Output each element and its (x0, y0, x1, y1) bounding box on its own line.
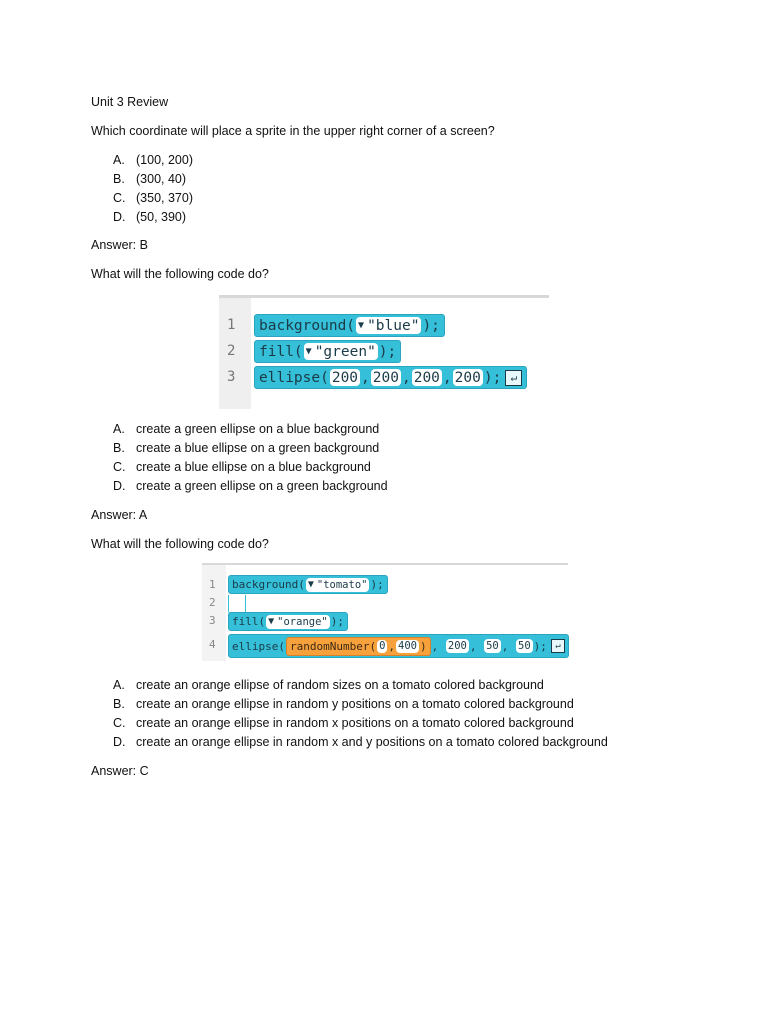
string-slot: ▼ "orange" (268, 615, 328, 628)
question-3-options (113, 677, 608, 753)
code-screenshot-2 (202, 563, 568, 663)
line-number: 1 (209, 578, 216, 591)
code-block-fill: fill( ▼ "green" ); (254, 340, 401, 363)
question-3-answer: Answer: C (91, 764, 149, 778)
number-slot: 200 (372, 369, 399, 386)
option-item: C. create a blue ellipse on a blue background (113, 460, 371, 474)
enter-key-icon: ↵ (505, 370, 522, 386)
line-number: 2 (209, 596, 216, 609)
option-item: A. create an orange ellipse of random sizes on a tomato colored background (113, 678, 544, 692)
dropdown-arrow-icon: ▼ (305, 346, 312, 357)
question-2-answer: Answer: A (91, 508, 148, 522)
line-number: 2 (227, 343, 236, 359)
string-slot: ▼ "green" (305, 343, 376, 360)
question-3-prompt: What will the following code do? (91, 537, 269, 551)
option-item: B. (300, 40) (113, 172, 187, 186)
string-slot: ▼ "tomato" (307, 578, 368, 591)
code-block-ellipse: ellipse( 200 , 200 , 200 , 200 ); ↵ (254, 366, 527, 389)
number-slot: 50 (486, 640, 499, 652)
question-2-options (113, 421, 388, 497)
option-item: D. create an orange ellipse in random x and y positions on a tomato colored background (113, 735, 608, 749)
dropdown-arrow-icon: ▼ (358, 320, 365, 331)
number-slot: 200 (454, 369, 481, 386)
code-block-ellipse: ellipse( randomNumber( 0 , 400 ) , 200 , 50 , 50 ); ↵ (228, 634, 569, 658)
code-block-background: background( ▼ "tomato" ); (228, 575, 388, 594)
option-item: A. (100, 200) (113, 153, 193, 167)
question-1-answer: Answer: B (91, 238, 148, 252)
option-item: C. create an orange ellipse in random x positions on a tomato colored background (113, 716, 574, 730)
option-item: A. create a green ellipse on a blue background (113, 422, 380, 436)
option-item: D. (50, 390) (113, 210, 187, 224)
option-item: B. create an orange ellipse in random y positions on a tomato colored background (113, 697, 574, 711)
number-slot: 200 (331, 369, 359, 386)
dropdown-arrow-icon: ▼ (268, 616, 275, 627)
page-title: Unit 3 Review (91, 95, 169, 109)
number-slot: 200 (447, 640, 467, 652)
number-slot: 50 (518, 640, 531, 652)
number-slot: 200 (413, 369, 440, 386)
option-item: C. (350, 370) (113, 191, 193, 205)
random-number-block: randomNumber( 0 , 400 ) (286, 637, 431, 656)
line-number: 1 (227, 317, 236, 333)
question-2-prompt: What will the following code do? (91, 267, 269, 281)
dropdown-arrow-icon: ▼ (307, 579, 314, 590)
code-block-fill: fill( ▼ "orange" ); (228, 612, 348, 631)
option-item: D. create a green ellipse on a green background (113, 479, 388, 493)
option-item: B. create a blue ellipse on a green background (113, 441, 380, 455)
line-number: 3 (209, 614, 216, 627)
question-1-options (113, 152, 193, 228)
code-screenshot-1 (219, 295, 549, 412)
string-slot: ▼ "blue" (358, 317, 420, 334)
question-1-prompt: Which coordinate will place a sprite in the upper right corner of a screen? (91, 124, 495, 138)
number-slot: 0 (379, 640, 386, 652)
line-number: 4 (209, 638, 216, 651)
enter-key-icon: ↵ (551, 639, 565, 653)
code-block-background: background( ▼ "blue" ); (254, 314, 445, 337)
number-slot: 400 (398, 640, 417, 652)
line-number: 3 (227, 369, 236, 385)
